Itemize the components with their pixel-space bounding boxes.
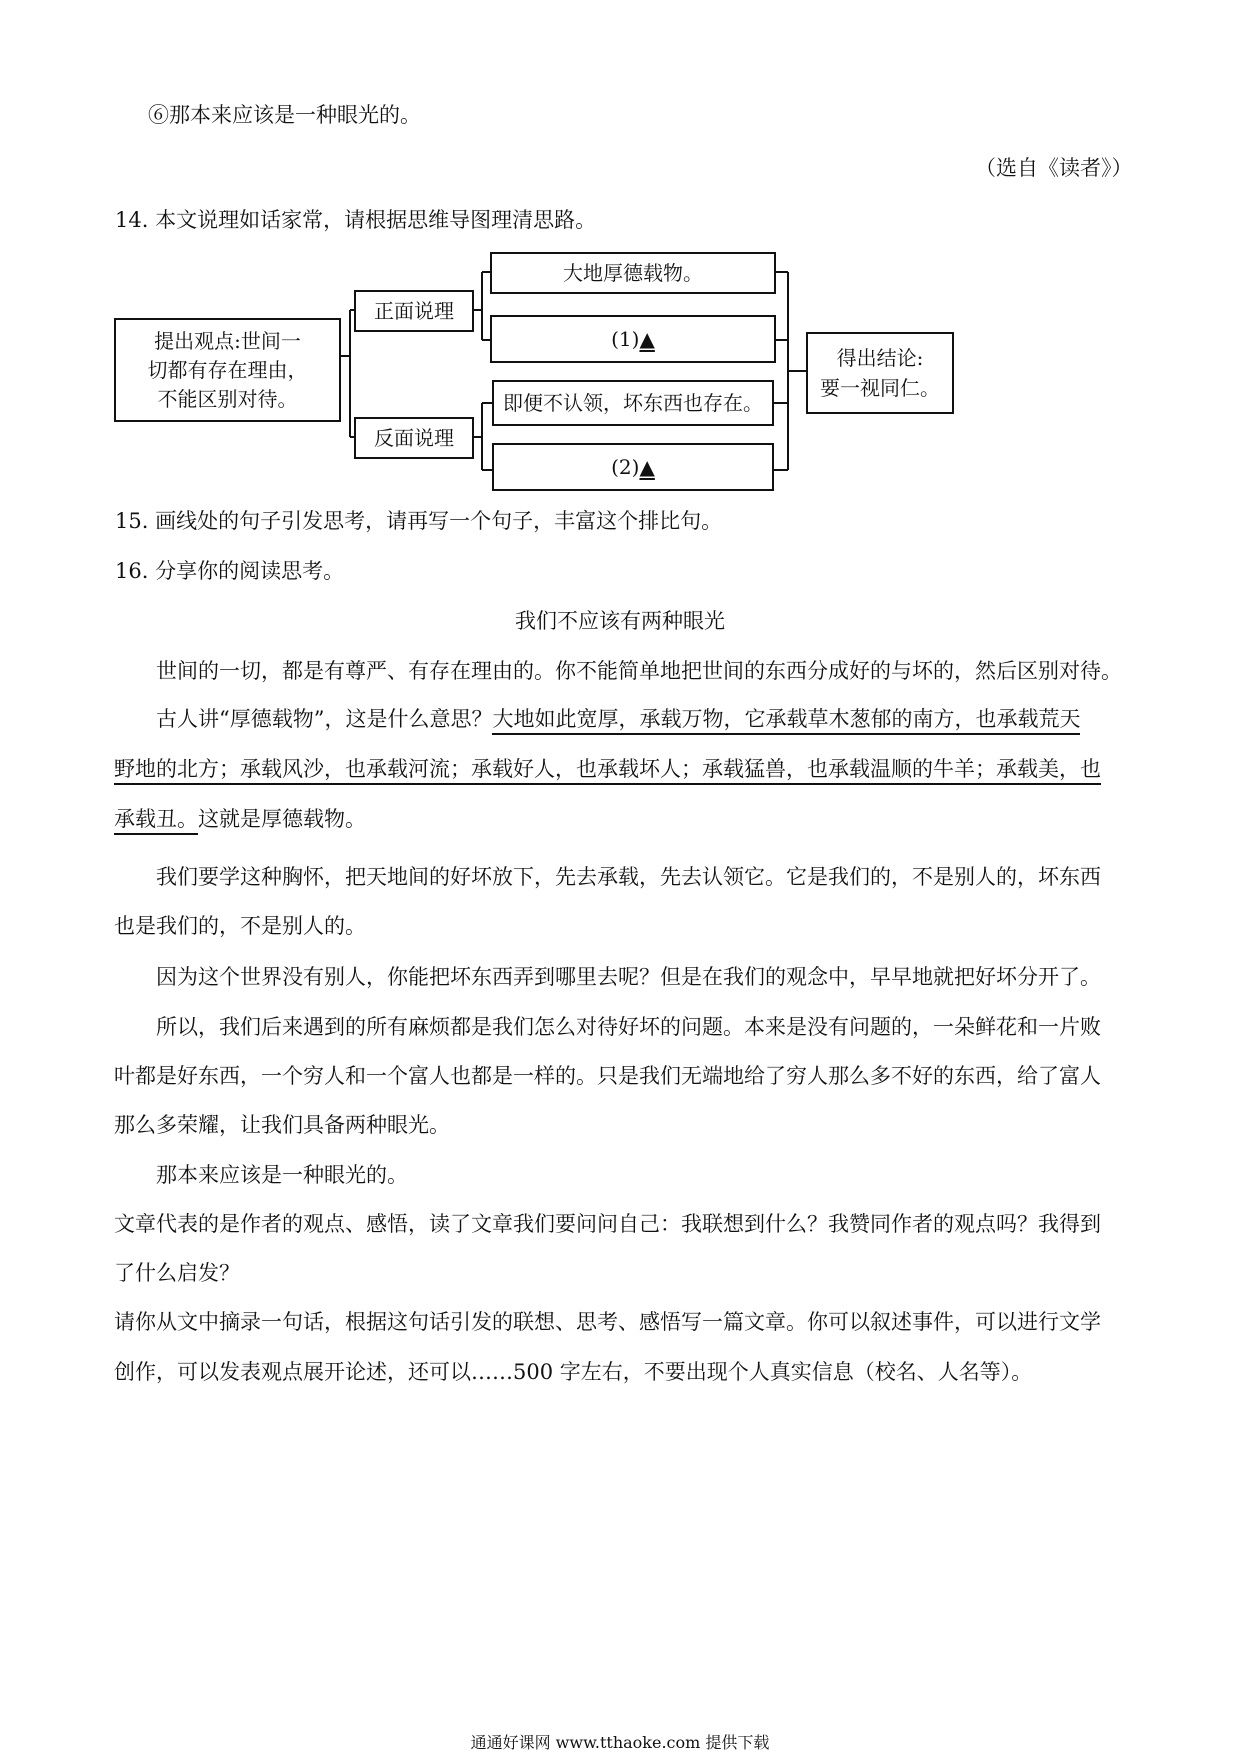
task-line-2: 了什么启发？: [114, 1261, 240, 1285]
blank-1-triangle-mark: ▲: [639, 327, 655, 351]
blank-2-triangle-mark: ▲: [639, 455, 655, 479]
blank-1-number: (1): [611, 327, 640, 351]
article-paragraph-3-line-1: 我们要学这种胸怀，把天地间的好坏放下，先去承载，先去认领它。它是我们的，不是别人的，坏东西: [156, 865, 1101, 889]
article-paragraph-3-line-2: 也是我们的，不是别人的。: [114, 914, 366, 938]
underlined-parallel-sentence-1: 大地如此宽厚，承载万物，它承载草木葱郁的南方，也承载荒天: [492, 707, 1080, 735]
underlined-parallel-sentence-2: 野地的北方；承载风沙，也承载河流；承载好人，也承载坏人；承载猛兽，也承载温顺的牛羊；承载美，也: [114, 757, 1101, 785]
mindmap-positive-box: [354, 290, 474, 332]
article-paragraph-2-line-3: [114, 804, 366, 834]
mindmap-negative-item-2: [492, 443, 774, 491]
positive-label: 正面说理: [374, 299, 454, 323]
positive-item-1-text: 大地厚德载物。: [563, 261, 703, 285]
question-16-prompt: 16. 分享你的阅读思考。: [115, 559, 345, 583]
mindmap-positive-item-2: [490, 315, 776, 363]
article-paragraph-6: 那本来应该是一种眼光的。: [156, 1163, 408, 1187]
negative-label: 反面说理: [374, 426, 454, 450]
viewpoint-line-1: 提出观点:世间一: [154, 328, 301, 353]
paragraph-6: ⑥那本来应该是一种眼光的。: [148, 103, 421, 127]
article-paragraph-2-line-1: [156, 704, 1080, 734]
question-15-prompt: 15. 画线处的句子引发思考，请再写一个句子，丰富这个排比句。: [115, 509, 723, 533]
mindmap-positive-item-1: [490, 252, 776, 294]
article-title: 我们不应该有两种眼光: [515, 609, 725, 633]
task-line-1: 文章代表的是作者的观点、感悟，读了文章我们要问问自己：我联想到什么？我赞同作者的观点吗？我得到: [114, 1212, 1101, 1236]
underlined-parallel-sentence-3: 承载丑。: [114, 807, 198, 835]
mindmap-viewpoint-box: [114, 318, 341, 422]
conclusion-line-2: 要一视同仁。: [820, 376, 940, 400]
mindmap-negative-box: [354, 417, 474, 459]
article-paragraph-4: 因为这个世界没有别人，你能把坏东西弄到哪里去呢？但是在我们的观念中，早早地就把好坏分开了。: [156, 965, 1101, 989]
article-paragraph-2-line-2: [114, 754, 1101, 784]
task-line-4: 创作，可以发表观点展开论述，还可以……500 字左右，不要出现个人真实信息（校名、人名等）。: [114, 1360, 1033, 1384]
article-paragraph-5-line-1: 所以，我们后来遇到的所有麻烦都是我们怎么对待好坏的问题。本来是没有问题的，一朵鲜花和一片败: [156, 1015, 1101, 1039]
blank-2-number: (2): [611, 455, 640, 479]
task-line-3: 请你从文中摘录一句话，根据这句话引发的联想、思考、感悟写一篇文章。你可以叙述事件，可以进行文学: [114, 1310, 1101, 1334]
mindmap-negative-item-1: [492, 380, 774, 426]
source-citation: （选自《读者》）: [975, 156, 1133, 180]
article-paragraph-5-line-3: 那么多荣耀，让我们具备两种眼光。: [114, 1113, 450, 1137]
negative-item-1-text: 即便不认领，坏东西也存在。: [503, 391, 763, 415]
viewpoint-line-2: 切都有存在理由，: [147, 357, 308, 382]
question-14-prompt: 14. 本文说理如话家常，请根据思维导图理清思路。: [115, 208, 597, 232]
article-paragraph-1: 世间的一切，都是有尊严、有存在理由的。你不能简单地把世间的东西分成好的与坏的，然后区别对待。: [156, 659, 1122, 683]
article-paragraph-5-line-2: 叶都是好东西，一个穷人和一个富人也都是一样的。只是我们无端地给了穷人那么多不好的东西，给了富人: [114, 1064, 1101, 1088]
conclusion-line-1: 得出结论:: [836, 346, 924, 370]
footer-credit: 通通好课网 www.tthaoke.com 提供下载: [470, 1733, 770, 1752]
viewpoint-line-3: 不能区别对待。: [157, 386, 298, 411]
paragraph-2-closing: 这就是厚德载物。: [198, 807, 366, 831]
mindmap-conclusion-box: [806, 332, 954, 414]
paragraph-2-intro: 古人讲“厚德载物”，这是什么意思？: [156, 707, 493, 731]
